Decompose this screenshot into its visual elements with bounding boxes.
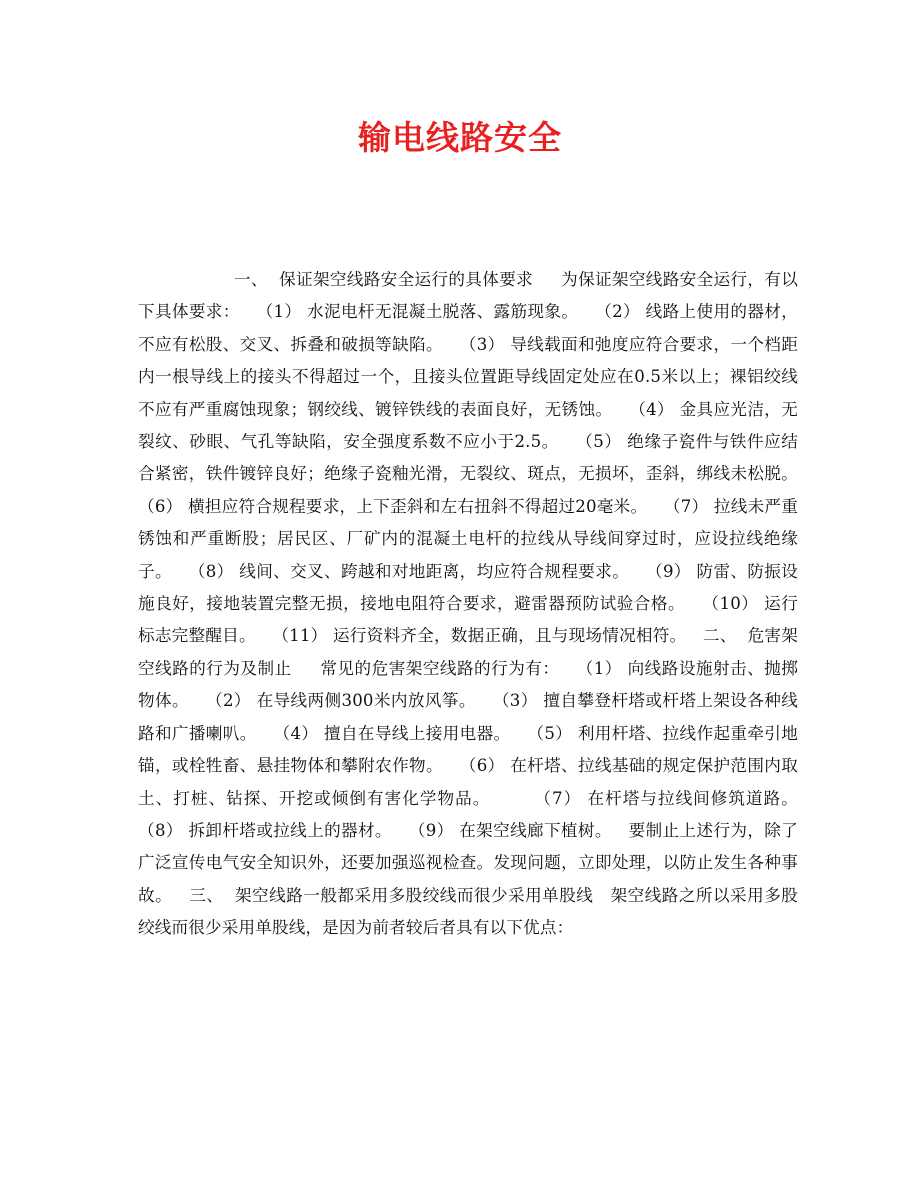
document-body: 一、 保证架空线路安全运行的具体要求 为保证架空线路安全运行，有以下具体要求： （1） 水泥电杆无混凝土脱落、露筋现象。 （2） 线路上使用的器材，不应有松股、交叉、拆叠和破损等缺陷。 （3） 导线载面和弛度应符合要求，一个档距内一根导线上的接头不得超过一个，且接头位置距导线固定处应在0.5米以上；裸铝绞线不应有严重腐蚀现象；钢绞线、镀锌铁线的表面良好，无锈蚀。 （4） 金具应光洁，无裂纹、砂眼、气孔等缺陷，安全强度系数不应小于2.5。 （5） 绝缘子瓷件与铁件应结合紧密，铁件镀锌良好；绝缘子瓷釉光滑，无裂纹、斑点，无损坏，歪斜，绑线未松脱。 （6） 横担应符合规程要求，上下歪斜和左右扭斜不得超过20毫米。 （7） 拉线未严重锈蚀和严重断股；居民区、厂矿内的混凝土电杆的拉线从导线间穿过时，应设拉线绝缘子。 （8） 线间、交叉、跨越和对地距离，均应符合规程要求。 （9） 防雷、防振设施良好，接地装置完整无损，接地电阻符合要求，避雷器预防试验合格。 （10） 运行标志完整醒目。 （11） 运行资料齐全，数据正确，且与现场情况相符。 二、 危害架空线路的行为及制止 常见的危害架空线路的行为有： （1） 向线路设施射击、抛掷物体。 （2） 在导线两侧300米内放风筝。 （3） 擅自攀登杆塔或杆塔上架设各种线路和广播喇叭。 （4） 擅自在导线上接用电器。 （5） 利用杆塔、拉线作起重牵引地锚，或栓牲畜、悬挂物体和攀附农作物。 （6） 在杆塔、拉线基础的规定保护范围内取土、打桩、钻探、开挖或倾倒有害化学物品。 （7） 在杆塔与拉线间修筑道路。 （8） 拆卸杆塔或拉线上的器材。 （9） 在架空线廊下植树。 要制止上述行为，除了广泛宣传电气安全知识外，还要加强巡视检查。发现问题，立即处理，以防止发生各种事故。 三、 架空线路一般都采用多股绞线而很少采用单股线 架空线路之所以采用多股绞线而很少采用单股线，是因为前者较后者具有以下优点：	[138, 270, 815, 938]
document-title: 输电线路安全	[358, 118, 562, 157]
